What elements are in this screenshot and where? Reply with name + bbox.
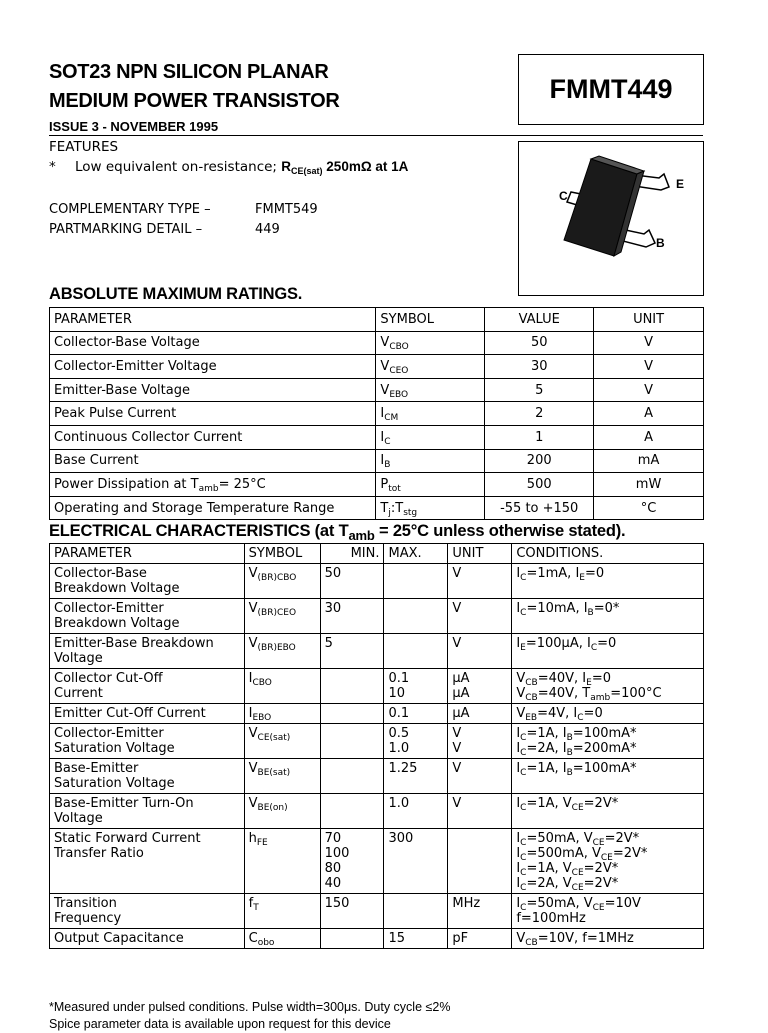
elec-header-row: [50, 544, 704, 564]
symbol-cell: $T_j:T_{stg}$: [376, 496, 485, 520]
table-row: [50, 669, 704, 704]
min-cell: 30: [320, 599, 384, 634]
symbol-cell: $V_{(BR)CBO}$: [244, 564, 320, 599]
col-header-symbol: SYMBOL: [244, 544, 320, 564]
conditions-cell: [512, 794, 704, 829]
table-row: [50, 929, 704, 949]
symbol-cell: $I_B$: [376, 449, 485, 473]
symbol-cell: $f_T$: [244, 894, 320, 929]
symbol-cell: $I_{CBO}$: [244, 669, 320, 704]
value-cell: 30: [485, 355, 594, 379]
table-row: [50, 829, 704, 894]
header-divider: [49, 135, 703, 136]
value-cell: 5: [485, 378, 594, 402]
param-cell: Power Dissipation at $T_{amb}= 25^\circ C$: [50, 473, 376, 497]
min-cell: [320, 759, 384, 794]
unit-cell: A: [594, 425, 704, 449]
value-cell: 2: [485, 402, 594, 426]
table-row: [50, 564, 704, 599]
table-row: [50, 355, 704, 379]
type-details: [49, 200, 318, 240]
condition-line: $I_C=1A$, $I_B=100mA*$: [516, 761, 637, 778]
table-row: [50, 425, 704, 449]
conditions-cell: [512, 829, 704, 894]
symbol-cell: $V_{BE(on)}$: [244, 794, 320, 829]
col-header-unit: UNIT: [594, 308, 704, 332]
conditions-cell: [512, 759, 704, 794]
conditions-cell: [512, 704, 704, 724]
param-cell: Continuous Collector Current: [50, 425, 376, 449]
unit-cell: V: [448, 599, 512, 634]
col-header-max: MAX.: [384, 544, 448, 564]
footnotes: [49, 999, 450, 1033]
issue-date: ISSUE 3 - NOVEMBER 1995: [49, 119, 219, 134]
unit-cell: V: [448, 634, 512, 669]
condition-line: $I_C=1A$, $V_{CE}=2V*$: [516, 796, 619, 813]
condition-line: $V_{CB}=40V$, $T_{amb}=100^\circ C$: [516, 686, 662, 703]
partmarking-row: [49, 220, 318, 240]
col-header-parameter: PARAMETER: [50, 544, 245, 564]
param-cell: Peak Pulse Current: [50, 402, 376, 426]
abs-max-body: [50, 331, 704, 520]
condition-line: $I_C=1A$, $I_B=100mA*$: [516, 726, 637, 743]
condition-line: $I_C=50mA$, $V_{CE}=10V$: [516, 896, 641, 913]
unit-cell: mA: [594, 449, 704, 473]
symbol-cell: $V_{BE(sat)}$: [244, 759, 320, 794]
condition-line: $I_C=1mA$, $I_E=0$: [516, 566, 605, 583]
value-cell: 500: [485, 473, 594, 497]
max-cell: 1.25: [384, 759, 448, 794]
col-header-symbol: SYMBOL: [376, 308, 485, 332]
condition-line: $V_{CB}=40V$, $I_E=0$: [516, 671, 611, 688]
complementary-type-label: COMPLEMENTARY TYPE –: [49, 202, 211, 217]
title-line-2: MEDIUM POWER TRANSISTOR: [49, 90, 340, 112]
feature-bullet: *: [49, 159, 56, 175]
elec-heading: ELECTRICAL CHARACTERISTICS (at $T_{amb} = 25^\circ C$ unless otherwise stated).: [49, 522, 626, 543]
table-row: [50, 794, 704, 829]
col-header-value: VALUE: [485, 308, 594, 332]
condition-line: $I_C=10mA$, $I_B=0*$: [516, 601, 620, 618]
min-cell: [320, 724, 384, 759]
partmarking-value: 449: [255, 222, 280, 237]
param-cell: Base-Emitter Saturation Voltage: [50, 759, 245, 794]
sot23-package-icon: [519, 142, 703, 295]
unit-cell: V: [594, 378, 704, 402]
value-cell: 1: [485, 425, 594, 449]
value-cell: 200: [485, 449, 594, 473]
col-header-conditions: CONDITIONS.: [512, 544, 704, 564]
pin-label-e: E: [676, 177, 685, 191]
max-cell: 0.1: [384, 704, 448, 724]
table-row: [50, 331, 704, 355]
footnote-spice: Spice parameter data is available upon request for this device: [49, 1017, 391, 1031]
min-cell: 5: [320, 634, 384, 669]
condition-line: $I_C=50mA$, $V_{CE}=2V*$: [516, 831, 640, 848]
condition-line: $I_C=1A$, $V_{CE}=2V*$: [516, 861, 619, 878]
condition-line: $V_{EB}=4V$, $I_C=0$: [516, 706, 603, 723]
unit-cell: V: [594, 331, 704, 355]
param-cell: Collector-Emitter Voltage: [50, 355, 376, 379]
condition-line: $V_{CB}=10V$, f=1MHz: [516, 931, 634, 948]
symbol-cell: $V_{EBO}$: [376, 378, 485, 402]
min-cell: 50: [320, 564, 384, 599]
max-cell: 300: [384, 829, 448, 894]
abs-max-header-row: [50, 308, 704, 332]
table-row: [50, 599, 704, 634]
unit-cell: mW: [594, 473, 704, 497]
pin-label-c: C: [559, 189, 568, 203]
min-cell: 150: [320, 894, 384, 929]
unit-cell: V: [448, 759, 512, 794]
unit-cell: V: [448, 564, 512, 599]
param-cell: Static Forward Current Transfer Ratio: [50, 829, 245, 894]
param-cell: Collector-Base Voltage: [50, 331, 376, 355]
unit-cell: MHz: [448, 894, 512, 929]
unit-cell: V: [594, 355, 704, 379]
table-row: [50, 634, 704, 669]
table-row: [50, 759, 704, 794]
conditions-cell: [512, 724, 704, 759]
feature-text: Low equivalent on-resistance;: [75, 159, 282, 175]
conditions-cell: [512, 599, 704, 634]
elec-table: [49, 543, 704, 949]
table-row: [50, 449, 704, 473]
feature-symbol: $R_{CE(sat)}$ 250mΩ at 1A: [281, 159, 409, 176]
complementary-type-value: FMMT549: [255, 202, 318, 217]
unit-cell: pF: [448, 929, 512, 949]
symbol-cell: $I_{CM}$: [376, 402, 485, 426]
col-header-min: MIN.: [320, 544, 384, 564]
max-cell: 0.1 10: [384, 669, 448, 704]
condition-line: f=100mHz: [516, 911, 586, 926]
max-cell: [384, 894, 448, 929]
symbol-cell: $I_{EBO}$: [244, 704, 320, 724]
param-cell: Collector-Base Breakdown Voltage: [50, 564, 245, 599]
param-cell: Base Current: [50, 449, 376, 473]
features-heading: FEATURES: [49, 139, 119, 155]
value-cell: -55 to +150: [485, 496, 594, 520]
param-cell: Emitter-Base Voltage: [50, 378, 376, 402]
max-cell: 0.5 1.0: [384, 724, 448, 759]
param-cell: Operating and Storage Temperature Range: [50, 496, 376, 520]
part-number-box: [518, 54, 704, 125]
unit-cell: °C: [594, 496, 704, 520]
symbol-cell: $V_{CEO}$: [376, 355, 485, 379]
table-row: [50, 724, 704, 759]
min-cell: [320, 669, 384, 704]
part-number: FMMT449: [549, 74, 673, 104]
max-cell: [384, 634, 448, 669]
max-cell: 15: [384, 929, 448, 949]
symbol-cell: $V_{(BR)CEO}$: [244, 599, 320, 634]
col-header-unit: UNIT: [448, 544, 512, 564]
conditions-cell: [512, 894, 704, 929]
conditions-cell: [512, 634, 704, 669]
param-cell: Collector Cut-Off Current: [50, 669, 245, 704]
abs-max-table: [49, 307, 704, 520]
min-cell: [320, 929, 384, 949]
complementary-type-row: [49, 200, 318, 220]
max-cell: [384, 599, 448, 634]
param-cell: Emitter-Base Breakdown Voltage: [50, 634, 245, 669]
condition-line: $I_C=2A$, $V_{CE}=2V*$: [516, 876, 619, 893]
col-header-parameter: PARAMETER: [50, 308, 376, 332]
pin-label-b: B: [656, 236, 665, 250]
title-line-1: SOT23 NPN SILICON PLANAR: [49, 61, 329, 83]
abs-max-heading: ABSOLUTE MAXIMUM RATINGS.: [49, 285, 303, 303]
elec-body: [50, 564, 704, 949]
min-cell: 70 100 80 40: [320, 829, 384, 894]
condition-line: $I_C=2A$, $I_B=200mA*$: [516, 741, 637, 758]
partmarking-label: PARTMARKING DETAIL –: [49, 222, 203, 237]
symbol-cell: $V_{CE(sat)}$: [244, 724, 320, 759]
conditions-cell: [512, 929, 704, 949]
param-cell: Collector-Emitter Breakdown Voltage: [50, 599, 245, 634]
param-cell: Transition Frequency: [50, 894, 245, 929]
feature-item: [49, 159, 408, 175]
table-row: [50, 496, 704, 520]
unit-cell: [448, 829, 512, 894]
unit-cell: V: [448, 794, 512, 829]
unit-cell: V V: [448, 724, 512, 759]
min-cell: [320, 794, 384, 829]
table-row: [50, 704, 704, 724]
condition-line: $I_C=500mA$, $V_{CE}=2V*$: [516, 846, 648, 863]
min-cell: [320, 704, 384, 724]
condition-line: $I_E=100\mu A$, $I_C=0$: [516, 636, 617, 653]
param-cell: Output Capacitance: [50, 929, 245, 949]
symbol-cell: $I_C$: [376, 425, 485, 449]
symbol-cell: $V_{(BR)EBO}$: [244, 634, 320, 669]
package-diagram-box: [518, 141, 704, 296]
symbol-cell: $P_{tot}$: [376, 473, 485, 497]
conditions-cell: [512, 669, 704, 704]
param-cell: Emitter Cut-Off Current: [50, 704, 245, 724]
table-row: [50, 473, 704, 497]
max-cell: 1.0: [384, 794, 448, 829]
footnote-pulsed: *Measured under pulsed conditions. Pulse width=300μs. Duty cycle ≤2%: [49, 1000, 451, 1014]
device-title: [49, 58, 340, 116]
symbol-cell: $h_{FE}$: [244, 829, 320, 894]
table-row: [50, 894, 704, 929]
unit-cell: μA μA: [448, 669, 512, 704]
unit-cell: μA: [448, 704, 512, 724]
max-cell: [384, 564, 448, 599]
value-cell: 50: [485, 331, 594, 355]
conditions-cell: [512, 564, 704, 599]
symbol-cell: $C_{obo}$: [244, 929, 320, 949]
table-row: [50, 378, 704, 402]
param-cell: Base-Emitter Turn-On Voltage: [50, 794, 245, 829]
table-row: [50, 402, 704, 426]
symbol-cell: $V_{CBO}$: [376, 331, 485, 355]
param-cell: Collector-Emitter Saturation Voltage: [50, 724, 245, 759]
unit-cell: A: [594, 402, 704, 426]
